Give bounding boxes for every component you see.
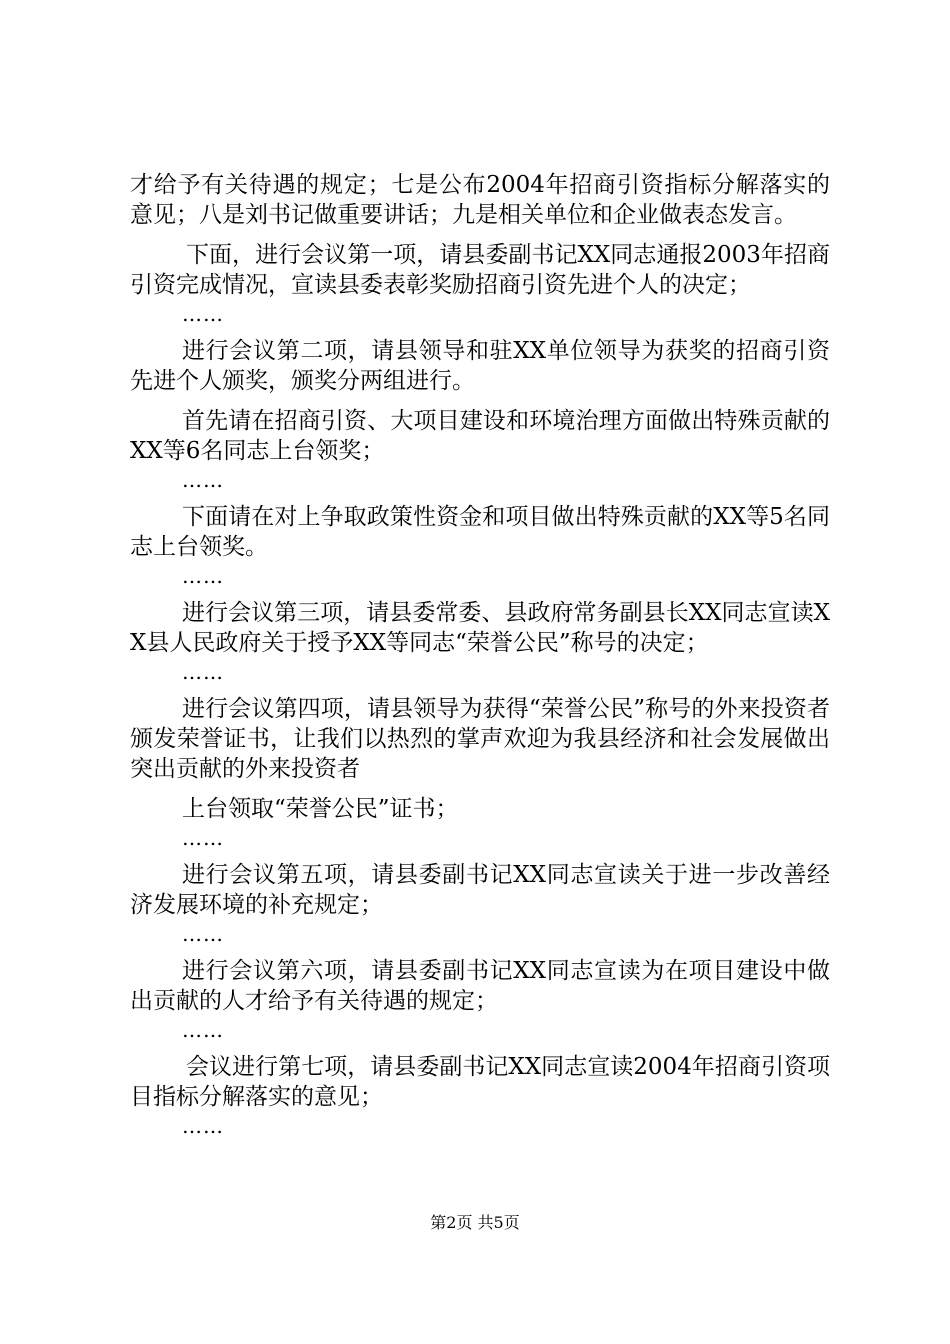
ellipsis-mark: ……	[182, 1114, 224, 1138]
page-number-footer: 第2页 共5页	[430, 1213, 520, 1232]
paragraph-item-4: 进行会议第四项，请县领导为获得“荣誉公民”称号的外来投资者颁发荣誉证书，让我们以热烈的掌声欢迎为我县经济和社会发展做出突出贡献的外来投资者	[130, 696, 830, 782]
ellipsis-mark: ……	[182, 922, 224, 946]
paragraph-award-group-2: 下面请在对上争取政策性资金和项目做出特殊贡献的XX等5名同志上台领奖。	[130, 504, 830, 560]
ellipsis-mark: ……	[182, 660, 224, 684]
paragraph-continuation: 才给予有关待遇的规定；七是公布2004年招商引资指标分解落实的意见；八是刘书记做重要讲话；九是相关单位和企业做表态发言。	[130, 172, 830, 228]
paragraph-item-6: 进行会议第六项，请县委副书记XX同志宣读为在项目建设中做出贡献的人才给予有关待遇的规定；	[130, 958, 830, 1014]
paragraph-item-7: 会议进行第七项，请县委副书记XX同志宣读2004年招商引资项目指标分解落实的意见；	[130, 1054, 830, 1110]
ellipsis-mark: ……	[182, 1018, 224, 1042]
ellipsis-mark: ……	[182, 564, 224, 588]
paragraph-item-5: 进行会议第五项，请县委副书记XX同志宣读关于进一步改善经济发展环境的补充规定；	[130, 862, 830, 918]
ellipsis-mark: ……	[182, 302, 224, 326]
ellipsis-mark: ……	[182, 826, 224, 850]
paragraph-item-3: 进行会议第三项，请县委常委、县政府常务副县长XX同志宣读XX县人民政府关于授予XX等同志“荣誉公民”称号的决定；	[130, 600, 830, 656]
paragraph-item-4-continued: 上台领取“荣誉公民”证书；	[182, 796, 459, 822]
ellipsis-mark: ……	[182, 468, 224, 492]
document-body	[130, 170, 830, 1148]
paragraph-item-2: 进行会议第二项，请县领导和驻XX单位领导为获奖的招商引资先进个人颁奖，颁奖分两组进行。	[130, 338, 830, 394]
paragraph-item-1: 下面，进行会议第一项，请县委副书记XX同志通报2003年招商引资完成情况，宣读县委表彰奖励招商引资先进个人的决定；	[130, 242, 830, 298]
paragraph-award-group-1: 首先请在招商引资、大项目建设和环境治理方面做出特殊贡献的XX等6名同志上台领奖；	[130, 408, 830, 464]
